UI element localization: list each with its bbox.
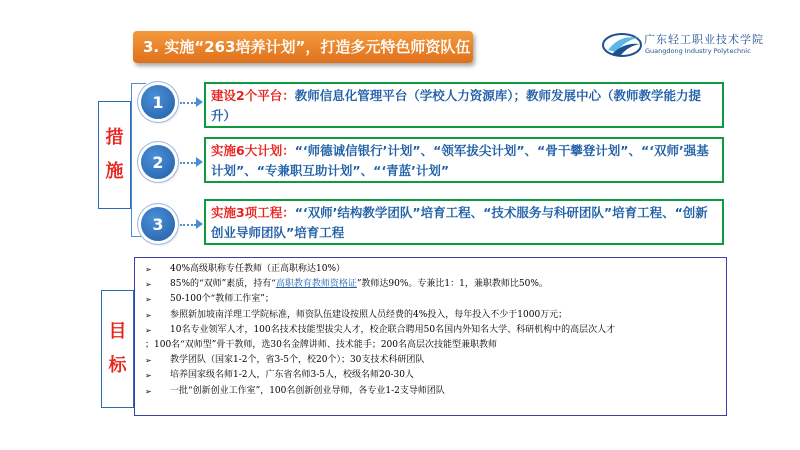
measure-item-3: 实施3项工程：“‘双师’结构教学团队”培育工程、“技术服务与科研团队”培育工程、“创新创业导师团队”培育工程 <box>204 199 724 245</box>
certificate-link[interactable]: 高职教育教师资格证 <box>275 279 357 290</box>
measure-item-2: 实施6大计划：“‘师德诚信银行’计划”、“领军拔尖计划”、“骨干攀登计划”、“‘双师’强基计划”、“专兼职互助计划”、“‘青蓝’计划” <box>204 137 724 183</box>
goal-item: ➢ 一批“创新创业工作室”，100名创新创业导师，各专业1-2支导师团队 <box>145 384 720 399</box>
connector-line <box>180 224 196 226</box>
connector-line <box>180 102 196 104</box>
goals-list <box>134 257 727 416</box>
measure-number-3: 3 <box>141 207 175 241</box>
arrow-right-icon <box>196 219 203 229</box>
goal-item: ➢ 10名专业领军人才，100名技术技能型拔尖人才，校企联合聘用50名国内外知名大学、科研机构中的高层次人才 <box>145 323 720 338</box>
measures-label: 措 施 <box>98 101 131 209</box>
goals-label: 目 标 <box>101 290 134 408</box>
goal-item-continuation: ；100名“双师型”骨干教师，选30名金牌讲师、技术能手；200名高层次技能型兼职教师 <box>145 340 498 351</box>
measure-number-2: 2 <box>141 145 175 179</box>
connector-line <box>180 162 196 164</box>
school-name-en: Guangdong Industry Polytechnic <box>645 47 751 55</box>
measure-number-1: 1 <box>141 85 175 119</box>
measure-item-1: 建设2个平台：教师信息化管理平台（学校人力资源库）；教师发展中心（教师教学能力提升） <box>204 82 724 128</box>
arrow-right-icon <box>196 97 203 107</box>
bullet-arrow-icon: ➢ <box>145 371 152 381</box>
goal-item: ➢ 参照新加坡南洋理工学院标准，师资队伍建设按照人员经费的4%投入，每年投入不少于1000万元； <box>145 308 720 323</box>
school-name-cn: 广东轻工职业技术学院 <box>644 33 764 46</box>
goal-item: ➢ 50-100个“教师工作室”； <box>145 292 720 307</box>
bullet-arrow-icon: ➢ <box>145 356 152 366</box>
school-logo <box>602 28 762 62</box>
goal-item: ➢ 85%的“双师”素质，持有“高职教育教师资格证”教师达90%。专兼比1：1，兼职教师比50%。 <box>145 277 720 292</box>
bullet-arrow-icon: ➢ <box>145 265 152 274</box>
arrow-right-icon <box>196 157 203 167</box>
bullet-arrow-icon: ➢ <box>145 295 152 305</box>
bullet-arrow-icon: ➢ <box>145 386 152 396</box>
school-emblem-icon <box>602 28 644 62</box>
slide-title: 3. 实施“263培养计划”，打造多元特色师资队伍 <box>133 31 473 63</box>
goal-item: ➢ 教学团队（国家1-2个，省3-5个，校20个）；30支技术科研团队 <box>145 353 720 368</box>
bullet-arrow-icon: ➢ <box>145 325 152 335</box>
bullet-arrow-icon: ➢ <box>145 310 152 320</box>
goal-item: ➢ 培养国家级名师1-2人，广东省名师3-5人，校级名师20-30人 <box>145 368 720 383</box>
goal-item: ➢ 40%高级职称专任教师（正高职称达10%） <box>145 262 720 277</box>
bullet-arrow-icon: ➢ <box>145 280 152 290</box>
